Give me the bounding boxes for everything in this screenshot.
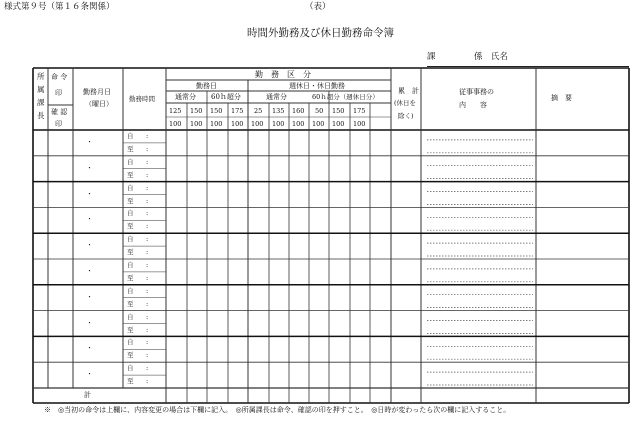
col-meirei-in: 印: [55, 89, 62, 97]
time-colon: :: [146, 222, 149, 231]
col-hours: 勤務時間: [129, 95, 155, 103]
shi-label: 至: [127, 222, 134, 231]
col-date: 勤務月日: [83, 88, 111, 96]
col-kubun: 勤 務 区 分: [255, 70, 311, 79]
rate-numerator: 175: [231, 107, 244, 115]
time-colon: :: [146, 312, 149, 321]
rate-numerator: 50: [315, 107, 324, 115]
col-over60-shukyu: 60ｈ超分（週休日分）: [312, 93, 379, 101]
time-colon: :: [146, 286, 149, 295]
col-shukyu: 週休日・休日勤務: [289, 82, 345, 90]
rate-numerator: 150: [210, 107, 223, 115]
date-dot: ・: [86, 241, 93, 250]
time-colon: :: [146, 157, 149, 166]
time-colon: :: [146, 183, 149, 192]
rate-numerator: 150: [332, 107, 345, 115]
col-shozoku-kacho: 課: [37, 98, 45, 107]
rate-numerator: 160: [292, 107, 305, 115]
rate-denominator: 100: [190, 120, 203, 128]
col-ruikei: 除く): [398, 112, 414, 120]
col-kakunin-in: 確 認: [51, 108, 68, 116]
time-colon: :: [146, 364, 149, 373]
time-colon: :: [146, 144, 149, 153]
date-dot: ・: [86, 215, 93, 224]
col-tsujo: 通常分: [175, 93, 196, 101]
shi-label: 至: [127, 377, 134, 386]
shi-label: 至: [127, 351, 134, 360]
page-title: 時間外勤務及び休日勤務命令簿: [247, 27, 394, 39]
time-colon: :: [146, 377, 149, 386]
rate-numerator: 150: [190, 107, 203, 115]
ji-label: 自: [127, 364, 134, 373]
rate-denominator: 100: [312, 120, 325, 128]
shi-label: 至: [127, 196, 134, 205]
col-kakunin-in: 印: [55, 120, 62, 128]
rate-denominator: 100: [332, 120, 345, 128]
rate-numerator: 25: [254, 107, 263, 115]
date-dot: ・: [86, 370, 93, 379]
col-tekiyo: 摘 要: [551, 94, 572, 102]
ji-label: 自: [127, 209, 134, 218]
rate-numerator: 175: [353, 107, 366, 115]
time-colon: :: [146, 132, 149, 140]
ji-label: 自: [127, 312, 134, 321]
ka-label: 課: [427, 52, 436, 62]
date-dot: ・: [86, 189, 93, 198]
form-number: 様式第９号（第１６条関係）: [4, 2, 115, 12]
footer-note: ※ ◎当初の命令は上欄に、内容変更の場合は下欄に記入。 ◎所属課長は命令、確認の印を押すこと。 ◎日時が変わったら次の欄に記入すること。: [44, 406, 511, 414]
rate-numerator: 125: [169, 107, 182, 115]
col-ruikei: 累 計: [398, 87, 419, 95]
rate-numerator: 135: [272, 107, 285, 115]
ji-label: 自: [127, 235, 134, 244]
ji-label: 自: [127, 338, 134, 347]
ji-label: 自: [127, 132, 134, 140]
date-dot: ・: [86, 138, 93, 146]
ji-label: 自: [127, 157, 134, 166]
col-meirei-in: 命 令: [51, 73, 68, 81]
rate-denominator: 100: [292, 120, 305, 128]
shi-label: 至: [127, 170, 134, 179]
total-label: 計: [84, 391, 91, 399]
col-over60: 60ｈ超分: [211, 93, 241, 101]
shi-label: 至: [127, 144, 134, 153]
shi-label: 至: [127, 325, 134, 334]
shi-label: 至: [127, 299, 134, 308]
date-dot: ・: [86, 344, 93, 353]
time-colon: :: [146, 209, 149, 218]
rate-denominator: 100: [353, 120, 366, 128]
date-dot: ・: [86, 318, 93, 327]
col-ruikei: (休日を: [394, 99, 417, 107]
ji-label: 自: [127, 261, 134, 269]
col-shozoku-kacho: 所: [37, 72, 45, 81]
rate-denominator: 100: [251, 120, 264, 128]
time-colon: :: [146, 338, 149, 347]
col-youbi: （曜日）: [85, 100, 113, 108]
col-kinmubi: 勤務日: [196, 82, 217, 90]
rate-denominator: 100: [272, 120, 285, 128]
ji-label: 自: [127, 183, 134, 192]
time-colon: :: [146, 170, 149, 179]
col-shozoku-kacho: 長: [37, 111, 45, 120]
date-dot: ・: [86, 292, 93, 301]
date-dot: ・: [86, 267, 93, 275]
shi-label: 至: [127, 248, 134, 257]
time-colon: :: [146, 299, 149, 308]
time-colon: :: [146, 235, 149, 244]
time-colon: :: [146, 351, 149, 360]
col-duty: 従事事務の: [459, 88, 494, 96]
shi-label: 至: [127, 273, 134, 282]
time-colon: :: [146, 325, 149, 334]
kakari-name-label: 係 氏名: [474, 52, 509, 62]
col-shozoku-kacho: 属: [37, 85, 45, 94]
time-colon: :: [146, 273, 149, 282]
col-tsujo-shukyu: 通常分: [266, 93, 287, 101]
time-colon: :: [146, 248, 149, 257]
time-colon: :: [146, 261, 149, 269]
rate-denominator: 100: [231, 120, 244, 128]
ji-label: 自: [127, 286, 134, 295]
side-label: （表）: [305, 2, 331, 12]
rate-denominator: 100: [210, 120, 223, 128]
col-duty: 内 容: [459, 101, 487, 109]
date-dot: ・: [86, 163, 93, 172]
time-colon: :: [146, 196, 149, 205]
rate-denominator: 100: [169, 120, 182, 128]
